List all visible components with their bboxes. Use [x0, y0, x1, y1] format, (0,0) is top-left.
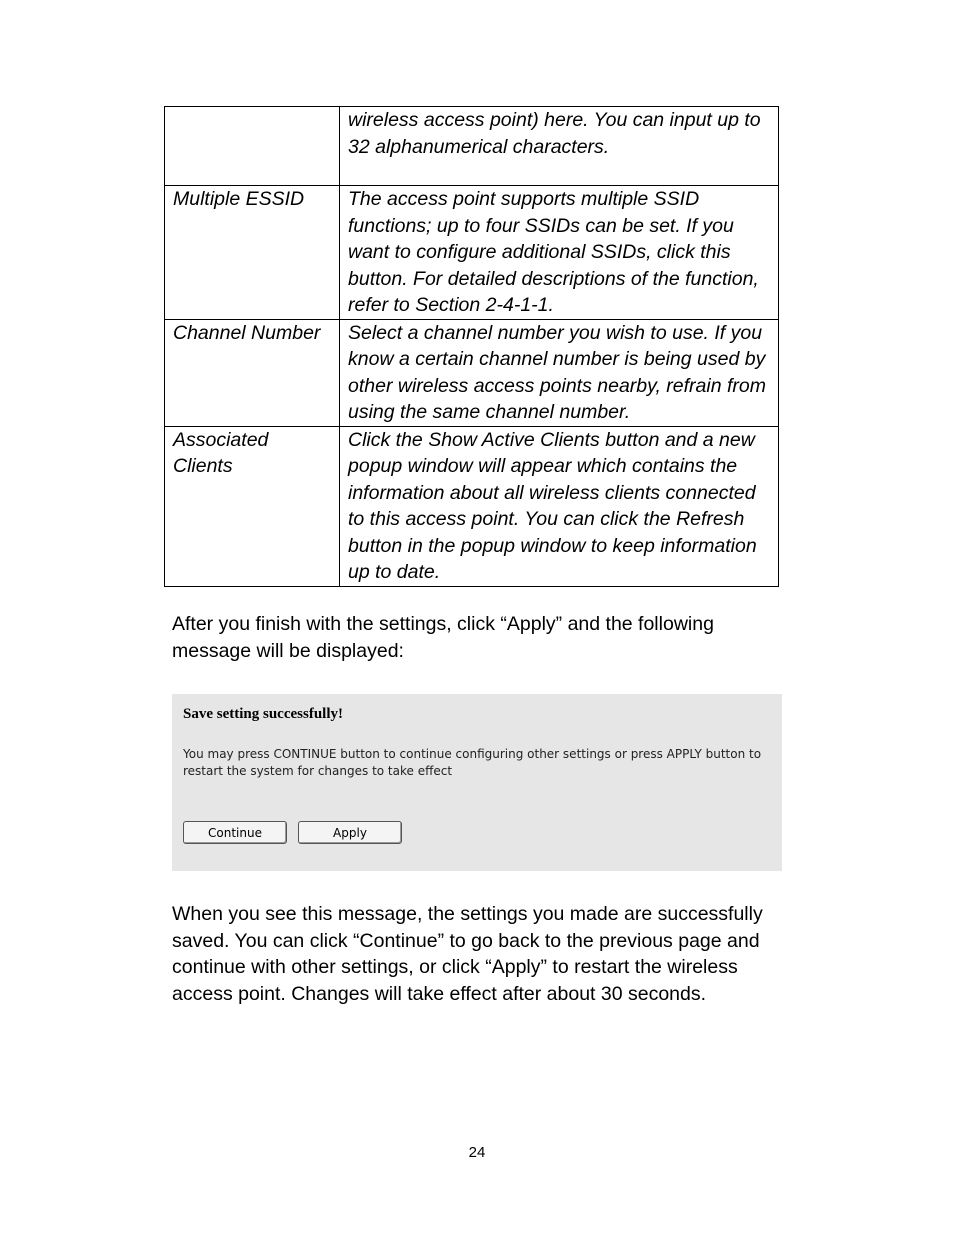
table-row: [165, 319, 779, 426]
save-success-dialog: [172, 694, 782, 871]
continue-button[interactable]: Continue: [183, 821, 287, 844]
dialog-message: You may press CONTINUE button to continue configuring other settings or press APPLY button to restart the system for changes to take effect: [183, 747, 762, 778]
table-row: [165, 107, 779, 186]
term-cell: Multiple ESSID: [165, 186, 340, 320]
settings-description-table: [164, 106, 779, 587]
term-cell: [165, 107, 340, 186]
description-cell: Select a channel number you wish to use. If you know a certain channel number is being used by other wireless access points nearby, refrain from using the same channel number.: [340, 319, 779, 426]
term-cell: Channel Number: [165, 319, 340, 426]
table-row: [165, 426, 779, 586]
intro-paragraph: After you finish with the settings, click “Apply” and the following message will be displayed:: [172, 613, 714, 662]
page-number: 24: [468, 1144, 486, 1161]
explanation-paragraph: When you see this message, the settings you made are successfully saved. You can click “Continue” to go back to the previous page and continue with other settings, or click “Apply” to restart the wireless access point. Changes will take effect after about 30 seconds.: [172, 903, 763, 1005]
description-cell: Click the Show Active Clients button and a new popup window will appear which contains the information about all wireless clients connected to this access point. You can click the Refresh button in the popup window to keep information up to date.: [340, 426, 779, 586]
description-cell: The access point supports multiple SSID functions; up to four SSIDs can be set. If you want to configure additional SSIDs, click this button. For detailed descriptions of the function, refer to Section 2-4-1-1.: [340, 186, 779, 320]
description-cell: wireless access point) here. You can input up to 32 alphanumerical characters.: [340, 107, 779, 186]
term-cell: Associated Clients: [165, 426, 340, 586]
table-row: [165, 186, 779, 320]
apply-button[interactable]: Apply: [298, 821, 402, 844]
dialog-title: Save setting successfully!: [183, 706, 343, 722]
